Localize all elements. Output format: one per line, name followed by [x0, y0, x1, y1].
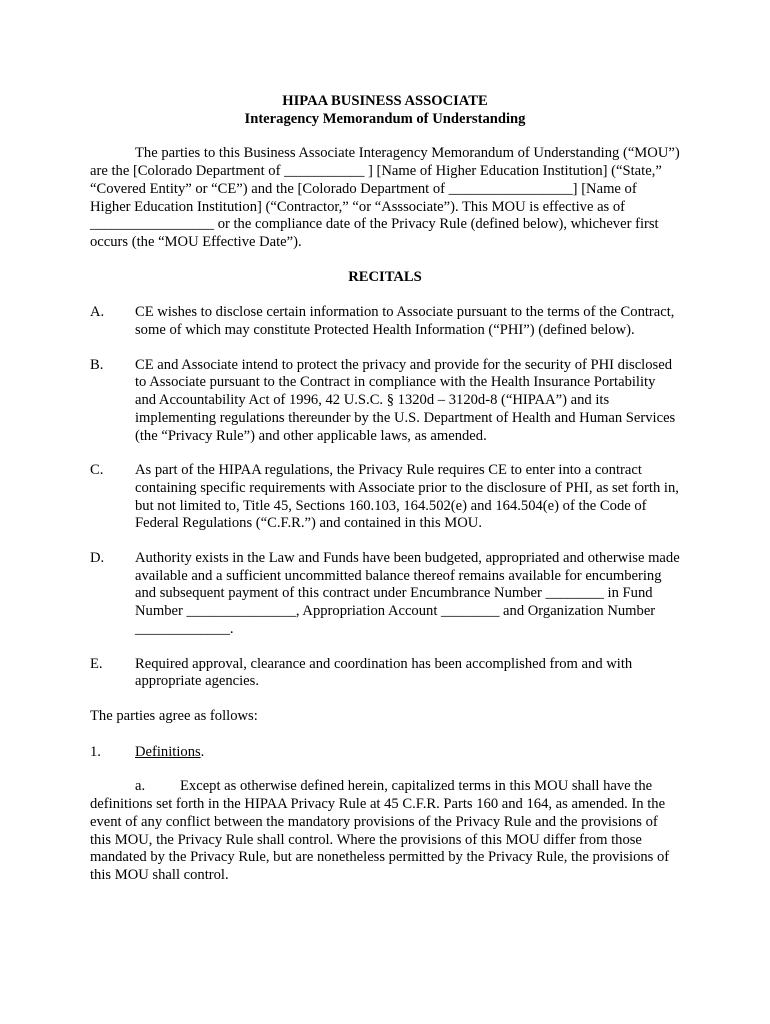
recital-text: Authority exists in the Law and Funds have been budgeted, appropriated and otherwise made available and a sufficient uncommitted balance thereof remains available for encumbering and subsequent payment of this contract under Encumbrance Number ________ in Fund Number _______________, Appropriation Account ________ and Organization Number _____________. — [135, 550, 680, 637]
recital-b — [90, 357, 680, 446]
intro-paragraph: The parties to this Business Associate Interagency Memorandum of Understanding (“MOU”) are the [Colorado Department of ___________ ] [Name of Higher Education Institution] (“State,” “Covered Entity” or “CE”) and the [Colorado Department of _________________] [Name of Higher Education Institution] (“Contractor,” “or “Asssociate”). This MOU is effective as of _________________ or the compliance date of the Privacy Rule (defined below), whichever first occurs (the “MOU Effective Date”). — [90, 145, 680, 250]
recital-text: As part of the HIPAA regulations, the Privacy Rule requires CE to enter into a contract containing specific requirements with Associate prior to the disclosure of PHI, as set forth in, but not limited to, Title 45, Sections 160.103, 164.502(e) and 164.504(e) of the Code of Federal Regulations (“C.F.R.”) and contained in this MOU. — [135, 462, 679, 532]
subsection-label: a. — [135, 778, 146, 795]
section-title-text: Definitions — [135, 743, 201, 760]
recital-d — [90, 550, 680, 639]
document-subtitle: Interagency Memorandum of Understanding — [244, 110, 526, 127]
recital-a — [90, 304, 680, 339]
recital-letter: C. — [90, 462, 104, 479]
recital-letter: A. — [90, 304, 105, 321]
section-title — [135, 744, 204, 762]
document-page — [90, 93, 680, 885]
definitions-paragraph-a — [90, 778, 680, 884]
document-title: HIPAA BUSINESS ASSOCIATE — [282, 93, 488, 109]
recitals-heading: RECITALS — [348, 268, 422, 285]
section-title-period: . — [200, 743, 205, 760]
recital-letter: B. — [90, 356, 104, 373]
section-number: 1. — [90, 743, 101, 760]
recital-e — [90, 656, 680, 691]
recital-letter: E. — [90, 655, 103, 672]
section-1-heading — [90, 744, 680, 762]
agreement-statement: The parties agree as follows: — [90, 707, 258, 724]
subsection-text: Except as otherwise defined herein, capitalized terms in this MOU shall have the definitions set forth in the HIPAA Privacy Rule at 45 C.F.R. Parts 160 and 164, as amended. In the event of any conflict between the mandatory provisions of the Privacy Rule and the provisions of this MOU, the Privacy Rule shall control. Where the provisions of this MOU differ from those mandated by the Privacy Rule, but are nonetheless permitted by the Privacy Rule, the provisions of this MOU shall control. — [90, 778, 670, 883]
recital-text: Required approval, clearance and coordination has been accomplished from and with appropriate agencies. — [135, 655, 633, 690]
recital-c — [90, 462, 680, 533]
recital-text: CE wishes to disclose certain information to Associate pursuant to the terms of the Contract, some of which may constitute Protected Health Information (“PHI”) (defined below). — [135, 304, 675, 339]
recital-text: CE and Associate intend to protect the privacy and provide for the security of PHI disclosed to Associate pursuant to the Contract in compliance with the Health Insurance Portability and Accountability Act of 1996, 42 U.S.C. § 1320d – 3120d-8 (“HIPAA”) and its implementing regulations thereunder by the U.S. Department of Health and Human Services (the “Privacy Rule”) and other applicable laws, as amended. — [135, 356, 676, 444]
recital-letter: D. — [90, 550, 105, 567]
